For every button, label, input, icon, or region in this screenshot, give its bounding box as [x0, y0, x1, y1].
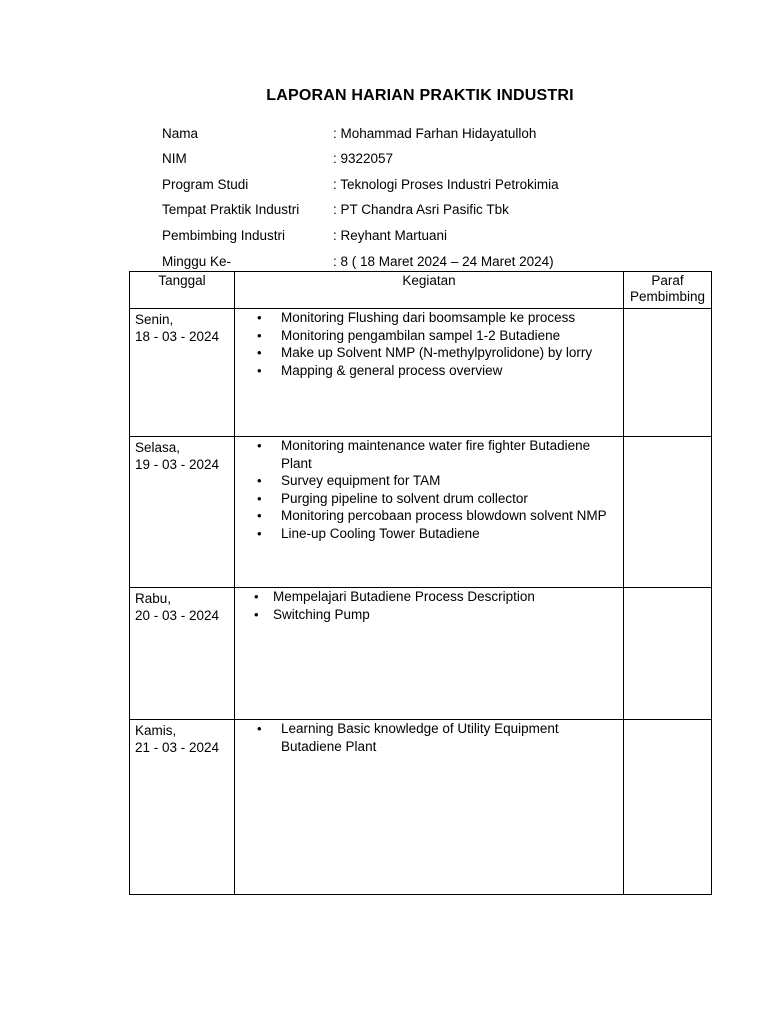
- list-item: • Monitoring maintenance water fire fighter Butadiene Plant: [235, 437, 623, 472]
- table-row: [130, 720, 712, 895]
- activity-cell: [235, 309, 624, 437]
- info-value: : Reyhant Martuani: [333, 228, 448, 243]
- header-paraf: [624, 272, 712, 309]
- report-title: LAPORAN HARIAN PRAKTIK INDUSTRI: [266, 87, 574, 104]
- list-item: • Survey equipment for TAM: [235, 472, 623, 490]
- header-paraf-label: [624, 272, 711, 305]
- activity-list: [235, 720, 623, 755]
- info-value: : Mohammad Farhan Hidayatulloh: [333, 126, 537, 141]
- date-cell: [130, 720, 235, 895]
- info-value: : Teknologi Proses Industri Petrokimia: [333, 177, 559, 192]
- signature-cell: [624, 437, 712, 588]
- date-label: 21 - 03 - 2024: [135, 739, 220, 755]
- signature-cell: [624, 309, 712, 437]
- date-label: 19 - 03 - 2024: [135, 456, 220, 472]
- header-kegiatan-label: Kegiatan: [402, 273, 456, 288]
- date-text: [135, 588, 234, 624]
- info-value: : 8 ( 18 Maret 2024 – 24 Maret 2024): [333, 254, 554, 269]
- date-text: [135, 309, 234, 345]
- header-kegiatan: [235, 272, 624, 309]
- table-header-row: [130, 272, 712, 309]
- date-cell: [130, 437, 235, 588]
- date-label: 20 - 03 - 2024: [135, 607, 220, 623]
- table-row: [130, 588, 712, 720]
- date-label: 18 - 03 - 2024: [135, 328, 220, 344]
- day-label: Kamis,: [135, 723, 177, 738]
- list-item: • Monitoring percobaan process blowdown solvent NMP: [235, 507, 623, 525]
- activity-cell: [235, 588, 624, 720]
- list-item: • Switching Pump: [235, 606, 623, 624]
- info-label: Nama: [162, 126, 199, 141]
- info-label: Minggu Ke-: [162, 254, 232, 269]
- activity-cell: [235, 720, 624, 895]
- list-item: • Monitoring Flushing dari boomsample ke process: [235, 309, 623, 327]
- date-cell: [130, 588, 235, 720]
- header-paraf-line1: Paraf: [651, 273, 684, 288]
- date-text: [135, 720, 234, 756]
- date-cell: [130, 309, 235, 437]
- signature-cell: [624, 720, 712, 895]
- day-label: Selasa,: [135, 440, 181, 455]
- list-item: • Line-up Cooling Tower Butadiene: [235, 525, 623, 543]
- info-label: Tempat Praktik Industri: [162, 202, 300, 217]
- day-label: Rabu,: [135, 591, 172, 606]
- activity-table: [129, 271, 712, 895]
- list-item: • Monitoring pengambilan sampel 1-2 Butadiene: [235, 327, 623, 345]
- list-item: • Learning Basic knowledge of Utility Equipment Butadiene Plant: [235, 720, 623, 755]
- info-label: NIM: [162, 151, 187, 166]
- header-tanggal-label: Tanggal: [158, 273, 206, 288]
- activity-list: [235, 309, 623, 379]
- info-value: : 9322057: [333, 151, 394, 166]
- info-label: Program Studi: [162, 177, 249, 192]
- table-row: [130, 437, 712, 588]
- info-label: Pembimbing Industri: [162, 228, 286, 243]
- activity-cell: [235, 437, 624, 588]
- info-value: : PT Chandra Asri Pasific Tbk: [333, 202, 509, 217]
- header-paraf-line2: Pembimbing: [629, 289, 706, 304]
- list-item: • Mapping & general process overview: [235, 362, 623, 380]
- list-item: • Make up Solvent NMP (N-methylpyrolidone) by lorry: [235, 344, 623, 362]
- list-item: • Purging pipeline to solvent drum collector: [235, 490, 623, 508]
- activity-list: [235, 437, 623, 542]
- table-row: [130, 309, 712, 437]
- date-text: [135, 437, 234, 473]
- day-label: Senin,: [135, 312, 174, 327]
- activity-list: [235, 588, 623, 623]
- signature-cell: [624, 588, 712, 720]
- list-item: • Mempelajari Butadiene Process Description: [235, 588, 623, 606]
- header-tanggal: [130, 272, 235, 309]
